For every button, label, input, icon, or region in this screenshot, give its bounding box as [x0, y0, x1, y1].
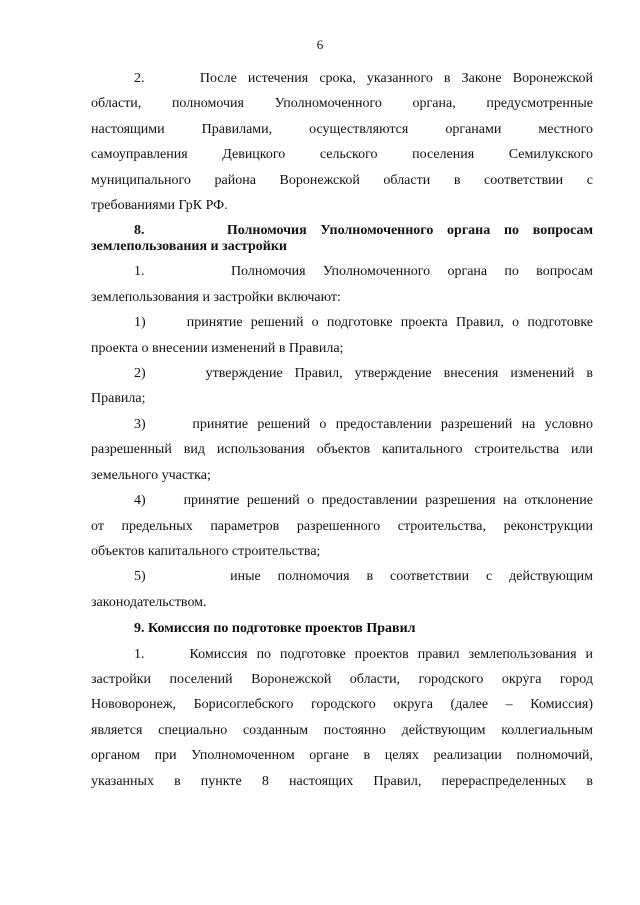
document-body [91, 66, 593, 794]
paragraph-line: объектов капитального строительства; [91, 543, 321, 559]
paragraph-line: указанных в пункте 8 настоящих Правил, перераспределенных в [91, 773, 593, 789]
paragraph-line: 3) принятие решений о предоставлении разрешений на условно [134, 416, 593, 432]
paragraph-line: Правила; [91, 391, 146, 407]
list-item-2 [91, 361, 593, 412]
section-heading-8 [91, 218, 593, 259]
paragraph-line: застройки поселений Воронежской области, городского округа город [91, 671, 593, 687]
paragraph-8-1 [91, 259, 593, 310]
paragraph-line: 1) принятие решений о подготовке проекта Правил, о подготовке [134, 315, 593, 331]
paragraph-line: самоуправления Девицкого сельского поселения Семилукского [91, 147, 593, 163]
paragraph-line: области, полномочия Уполномоченного органа, предусмотренные [91, 96, 593, 112]
paragraph-line: Нововоронеж, Борисоглебского городского округа (далее – Комиссия) [91, 697, 593, 713]
paragraph-line: органом при Уполномоченном органе в целях реализации полномочий, [91, 748, 593, 764]
paragraph-line: 4) принятие решений о предоставлении разрешения на отклонение [134, 493, 593, 509]
list-item-1 [91, 310, 593, 361]
paragraph-line: разрешенный вид использования объектов капитального строительства или [91, 442, 593, 458]
paragraph-line: 1. Полномочия Уполномоченного органа по вопросам [134, 264, 593, 280]
page-number: 6 [316, 37, 324, 52]
paragraph-line: 5) иные полномочия в соответствии с действующим [134, 569, 593, 585]
paragraph-line: требованиями ГрК РФ. [91, 198, 228, 214]
paragraph-line: земельного участка; [91, 467, 211, 483]
heading-line: землепользования и застройки [91, 239, 287, 255]
paragraph-line: 2. После истечения срока, указанного в Законе Воронежской [134, 71, 593, 86]
paragraph-line: землепользования и застройки включают: [91, 289, 341, 305]
paragraph-line: от предельных параметров разрешенного строительства, реконструкции [91, 518, 593, 534]
list-item-4 [91, 488, 593, 564]
paragraph-9-1 [91, 642, 593, 794]
paragraph-line: 2) утверждение Правил, утверждение внесения изменений в [134, 366, 593, 382]
heading-line: 8. Полномочия Уполномоченного органа по вопросам [134, 223, 593, 239]
paragraph-line: муниципального района Воронежской области в соответствии с [91, 172, 593, 188]
heading-line: 9. Комиссия по подготовке проектов Правил [134, 621, 416, 637]
paragraph-line: является специально созданным постоянно действующим коллегиальным [91, 722, 593, 738]
paragraph-2 [91, 66, 593, 218]
paragraph-line: настоящими Правилами, осуществляются органами местного [91, 121, 593, 137]
paragraph-line: законодательством. [91, 594, 207, 610]
list-item-3 [91, 412, 593, 488]
list-item-5 [91, 564, 593, 615]
paragraph-line: проекта о внесении изменений в Правила; [91, 340, 344, 356]
section-heading-9 [91, 615, 593, 641]
paragraph-line: 1. Комиссия по подготовке проектов правил землепользования и [134, 646, 593, 662]
